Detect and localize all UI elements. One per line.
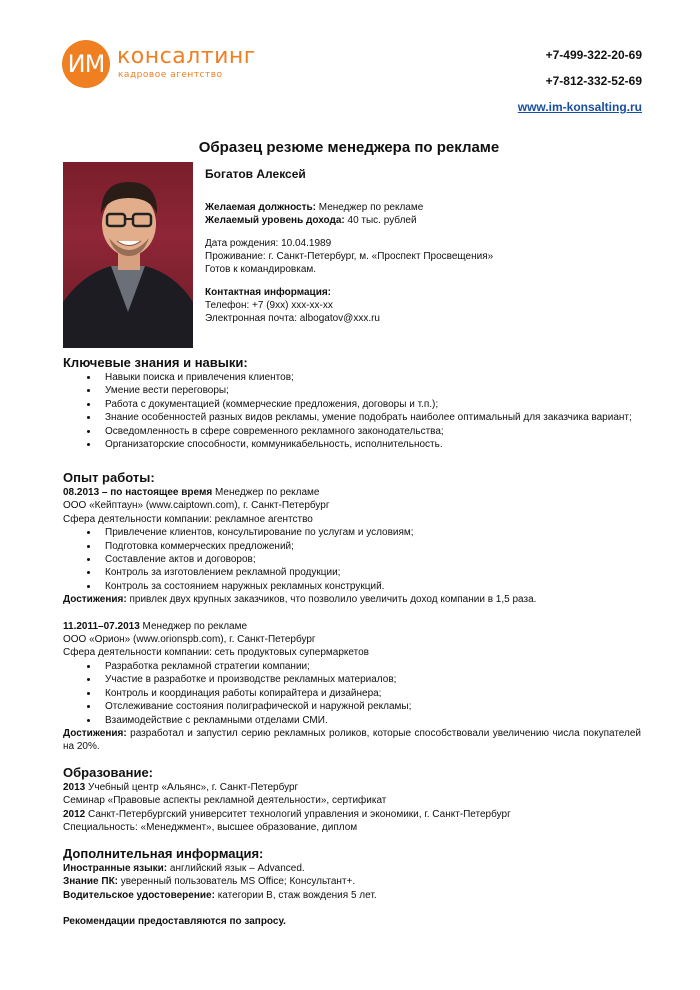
list-item: Умение вести переговоры;	[63, 384, 643, 397]
job2-sphere: Сфера деятельности компании: сеть продуктовых супермаркетов	[63, 647, 369, 659]
list-item: Привлечение клиентов, консультирование по услугам и условиям;	[63, 526, 643, 539]
education-text: Учебный центр «Альянс», г. Санкт-Петербург	[85, 782, 299, 793]
job1-achievements-text: привлек двух крупных заказчиков, что позволило увеличить доход компании в 1,5 раза.	[126, 594, 537, 606]
candidate-name: Богатов Алексей	[205, 167, 306, 181]
list-item: Подготовка коммерческих предложений;	[63, 540, 643, 553]
driver-license-label: Водительское удостоверение:	[63, 889, 215, 901]
agency-phone-2: +7-812-332-52-69	[545, 74, 642, 88]
candidate-phone: Телефон: +7 (9хх) ххх-хх-хх	[205, 300, 333, 311]
list-item: Работа с документацией (коммерческие предложения, договоры и т.п.);	[63, 398, 643, 411]
skills-list	[63, 371, 643, 451]
education-section	[63, 765, 643, 835]
job1-duties	[63, 526, 643, 593]
list-item: Составление актов и договоров;	[63, 553, 643, 566]
residence: Проживание: г. Санкт-Петербург, м. «Проспект Просвещения»	[205, 251, 494, 262]
job1-sphere: Сфера деятельности компании: рекламное агентство	[63, 513, 313, 525]
job1-period: 08.2013 – по настоящее время	[63, 487, 213, 498]
recommendations-note: Рекомендации предоставляются по запросу.	[63, 916, 286, 928]
company-logo	[62, 40, 262, 90]
logo-mark: ИМ	[62, 40, 110, 88]
skills-heading: Ключевые знания и навыки:	[63, 355, 248, 370]
job1-achievements-label: Достижения:	[63, 594, 127, 606]
experience-section	[63, 470, 643, 754]
pc-skills-label: Знание ПК:	[63, 876, 119, 888]
driver-license	[63, 889, 643, 902]
job2-period: 11.2011–07.2013	[63, 620, 140, 632]
birth-date: Дата рождения: 10.04.1989	[205, 238, 332, 249]
list-item: Контроль за изготовлением рекламной продукции;	[63, 566, 643, 579]
document-title-text: Образец резюме менеджера по рекламе	[198, 139, 500, 156]
agency-website-link[interactable]: www.im-konsalting.ru	[517, 100, 642, 114]
agency-phone-1: +7-499-322-20-69	[545, 48, 642, 62]
candidate-photo	[63, 162, 193, 348]
list-item: Разработка рекламной стратегии компании;	[63, 660, 643, 673]
additional-heading: Дополнительная информация:	[63, 846, 264, 861]
candidate-email: Электронная почта: albogatov@xxx.ru	[205, 313, 380, 324]
list-item: Навыки поиска и привлечения клиентов;	[63, 371, 643, 384]
job2-role: Менеджер по рекламе	[139, 620, 248, 632]
job2-achievements-label: Достижения:	[63, 727, 127, 739]
job2-header	[63, 620, 643, 633]
languages	[63, 862, 643, 875]
job1-achievements	[63, 593, 643, 606]
desired-position	[205, 201, 493, 214]
list-item: Отслеживание состояния полиграфической и наружной рекламы;	[63, 700, 643, 713]
job1-header	[63, 486, 643, 499]
experience-heading: Опыт работы:	[63, 470, 155, 485]
desired-salary-value: 40 тыс. рублей	[347, 215, 417, 226]
education-heading: Образование:	[63, 765, 154, 780]
education-year-2013: 2013	[63, 782, 86, 793]
driver-license-value: категории В, стаж вождения 5 лет.	[214, 889, 377, 901]
skills-section	[63, 355, 643, 451]
personal-info	[205, 168, 493, 325]
languages-value: английский язык – Advanced.	[167, 863, 305, 874]
education-specialty: Специальность: «Менеджмент», высшее образование, диплом	[63, 822, 358, 834]
list-item: Контроль и координация работы копирайтера и дизайнера;	[63, 687, 643, 700]
desired-position-value: Менеджер по рекламе	[318, 202, 424, 213]
education-entry-2013	[63, 781, 643, 794]
list-item: Участие в разработке и производстве рекламных материалов;	[63, 673, 643, 686]
desired-salary	[205, 214, 493, 227]
pc-skills-value: уверенный пользователь MS Office; Консультант+.	[118, 876, 356, 888]
job1-company: ООО «Кейптаун» (www.caiptown.com), г. Санкт-Петербург	[63, 500, 330, 512]
document-title	[0, 139, 700, 156]
job1-role: Менеджер по рекламе	[212, 487, 320, 498]
pc-skills	[63, 875, 643, 888]
travel-readiness: Готов к командировкам.	[205, 264, 317, 275]
list-item: Осведомленность в сфере современного рекламного законодательства;	[63, 425, 643, 438]
logo-subtitle: кадровое агентство	[118, 70, 223, 80]
job2-duties	[63, 660, 643, 727]
job2-achievements-text: разработал и запустил серию рекламных роликов, которые способствовали увеличению числа покупателей на 20%.	[63, 727, 641, 753]
languages-label: Иностранные языки:	[63, 863, 168, 874]
education-year-2012: 2012	[63, 808, 86, 820]
job2-achievements	[63, 727, 641, 754]
list-item: Знание особенностей разных видов рекламы, умение подобрать наиболее оптимальный для заказчика вариант;	[63, 411, 643, 424]
logo-title: консалтинг	[117, 44, 256, 69]
additional-section	[63, 846, 643, 929]
desired-position-label: Желаемая должность:	[205, 202, 316, 213]
education-entry-2012	[63, 808, 643, 821]
education-seminar: Семинар «Правовые аспекты рекламной деятельности», сертификат	[63, 795, 387, 807]
list-item: Контроль за состоянием наружных рекламных конструкций.	[63, 580, 643, 593]
list-item: Взаимодействие с рекламными отделами СМИ.	[63, 714, 643, 727]
job2-company: ООО «Орион» (www.orionspb.com), г. Санкт-Петербург	[63, 634, 316, 646]
desired-salary-label: Желаемый уровень дохода:	[205, 215, 345, 226]
contact-info-label: Контактная информация:	[205, 287, 332, 298]
education-text: Санкт-Петербургский университет технологий управления и экономики, г. Санкт-Петербург	[85, 808, 511, 820]
agency-contacts	[518, 42, 642, 120]
list-item: Организаторские способности, коммуникабельность, исполнительность.	[63, 438, 643, 451]
